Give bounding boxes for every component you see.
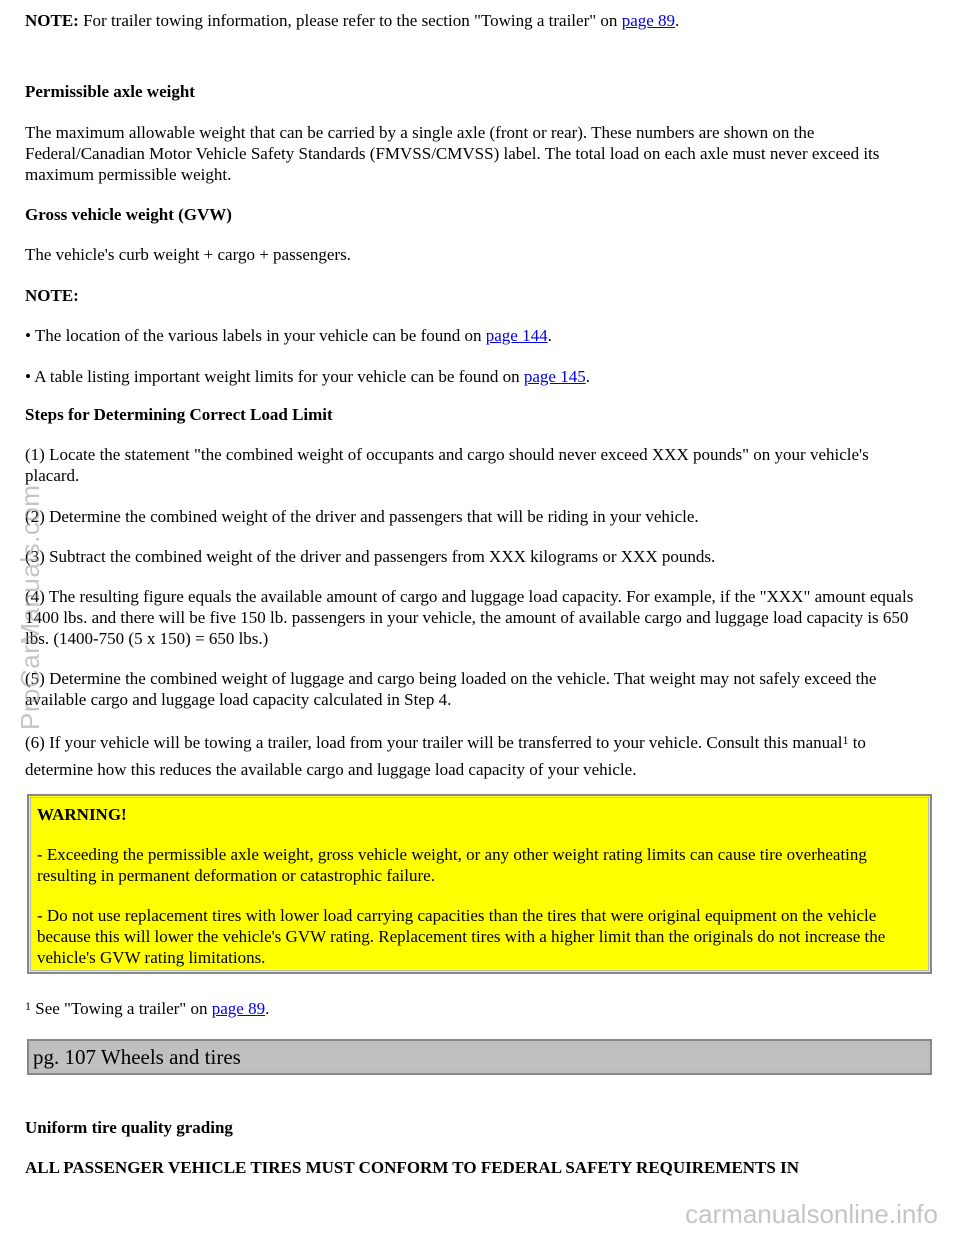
page-145-link[interactable]: page 145: [523, 367, 586, 386]
page-header-bar: pg. 107 Wheels and tires: [27, 1039, 932, 1075]
step-2: (2) Determine the combined weight of the driver and passengers that will be riding in your vehicle.: [25, 507, 699, 526]
note2-bullet-labels: • The location of the various labels in your vehicle can be found on page 144.: [25, 326, 552, 345]
note-trailer: NOTE: For trailer towing information, please refer to the section "Towing a trailer" on page 89.: [25, 11, 680, 30]
footnote: $^1$ See "Towing a trailer" on page 89.: [25, 999, 270, 1018]
note-label: NOTE:: [25, 11, 79, 30]
gvw-heading: Gross vehicle weight (GVW): [25, 205, 232, 224]
step-5: (5) Determine the combined weight of luggage and cargo being loaded on the vehicle. That weight may not safely exceed the available cargo and luggage load capacity calculated in Step 4.: [25, 669, 877, 709]
step-6: (6) If your vehicle will be towing a trailer, load from your trailer will be transferred to your vehicle. Consult this manual$^1$ to determine how this reduces the available cargo and luggage load capacity of your vehicle.: [25, 733, 866, 779]
footnote-ref: 1: [842, 733, 849, 747]
note2-label: NOTE:: [25, 286, 79, 305]
note2-bullet-table: • A table listing important weight limits for your vehicle can be found on page 145.: [25, 367, 590, 386]
step-3: (3) Subtract the combined weight of the driver and passengers from XXX kilograms or XXX pounds.: [25, 547, 716, 566]
step-1: (1) Locate the statement "the combined weight of occupants and cargo should never exceed XXX pounds" on your vehicle's placard.: [25, 445, 869, 485]
footer-watermark: carmanualsonline.info: [685, 1199, 938, 1229]
footnote-page-89-link[interactable]: page 89: [211, 999, 266, 1018]
warning-text-2: - Do not use replacement tires with lower load carrying capacities than the tires that were original equipment on the vehicle because this will lower the vehicle's GVW rating. Replacement tires with a higher limit than the originals do not increase the vehicle's GVW rating limitations.: [37, 906, 886, 967]
axle-heading: Permissible axle weight: [25, 82, 195, 101]
note-text: For trailer towing information, please refer to the section "Towing a trailer" on: [83, 11, 618, 30]
side-watermark: ProCarManuals.com: [15, 484, 45, 730]
tire-grading-heading: Uniform tire quality grading: [25, 1118, 233, 1137]
steps-heading: Steps for Determining Correct Load Limit: [25, 405, 333, 424]
gvw-body: The vehicle's curb weight + cargo + passengers.: [25, 245, 351, 264]
warning-text-1: - Exceeding the permissible axle weight, gross vehicle weight, or any other weight rating limits can cause tire overheating resulting in permanent deformation or catastrophic failure.: [37, 845, 867, 885]
page-89-link[interactable]: page 89: [621, 11, 676, 30]
warning-title: WARNING!: [37, 805, 127, 824]
axle-body: The maximum allowable weight that can be carried by a single axle (front or rear). These numbers are shown on the Federal/Canadian Motor Vehicle Safety Standards (FMVSS/CMVSS) label. The total load on each axle must never exceed its maximum permissible weight.: [25, 123, 880, 184]
warning-box: [27, 794, 932, 974]
page-144-link[interactable]: page 144: [485, 326, 548, 345]
tire-caps-text: ALL PASSENGER VEHICLE TIRES MUST CONFORM TO FEDERAL SAFETY REQUIREMENTS IN: [25, 1158, 799, 1177]
step-4: (4) The resulting figure equals the available amount of cargo and luggage load capacity. For example, if the "XXX" amount equals 1400 lbs. and there will be five 150 lb. passengers in your vehicle, the amount of available cargo and luggage load capacity is 650 lbs. (1400-750 (5 x 150) = 650 lbs.): [25, 587, 914, 648]
